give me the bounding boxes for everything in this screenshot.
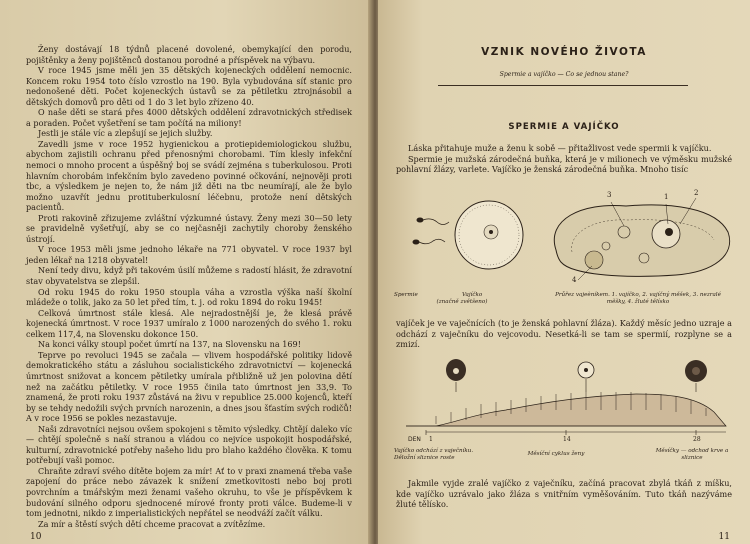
sperm-icon <box>413 218 449 244</box>
chapter-title: VZNIK NOVÉHO ŽIVOTA <box>481 46 647 58</box>
caption-spermie: Spermie <box>394 292 418 298</box>
paragraph: V roce 1945 jsme měli jen 35 dětských kojeneckých oddělení nemocnic. Koncem roku 1954 toto číslo vzrostlo na 190. Byla vybudována síť stanic pro nedonošené děti. Počet kojeneckých ústavů se za pětiletku ztrojnásobil a dětských domovů pro děti od 1 do 3 let bylo zřízeno 40. <box>26 65 352 107</box>
paragraph: Láska přitahuje muže a ženu k sobě — přitažlivost vede spermii k vajíčku. <box>408 143 712 153</box>
section-heading: SPERMIE A VAJÍČKO <box>508 122 620 132</box>
paragraph: O naše děti se stará přes 4000 dětských oddělení zdravotnických středisek a poraden. Počet vyšetření se tam počítá na miliony! <box>26 107 352 128</box>
paragraph: Není tedy divu, když při takovém úsilí můžeme s radostí hlásit, že zdravotní stav obyvatelstva se zlepšil. <box>26 265 352 287</box>
right-page <box>378 0 750 544</box>
cycle-axis <box>426 430 726 435</box>
paragraph: Chraňte zdraví svého dítěte bojem za mír! Ať to v praxi znamená třeba vaše zapojení do práce nebo závazek k snížení zmetkovitosti nebo boj proti povrchním a tmářským mezi ženami vašeho okruhu, to vše je příspěvkem k budování silného odporu sjednocené mírové fronty proti válce. Budeme-li v tom jednotni, nikdo z imperialistických nepřátel se neodváží začít válku. <box>26 465 352 519</box>
tick-day-1: 1 <box>429 436 433 443</box>
figure-number-4: 4 <box>572 276 577 284</box>
follicle-icon <box>446 359 466 392</box>
paragraph: Ženy dostávají 18 týdnů placené dovolené, obemykající den porodu, pojištěnky a ženy pojištěnců dostanou porodné a příspěvek na výbavu. <box>26 44 352 65</box>
paragraph: V roce 1953 měli jsme jednoho lékaře na 771 obyvatel. V roce 1937 byl jeden lékař na 1218 obyvatel! <box>26 244 352 265</box>
title-divider <box>438 85 688 86</box>
paragraph: Zavedli jsme v roce 1952 hygienickou a protiepidemiologickou službu, abychom zajistili ochranu před přenosnými chorobami. Tím klesly infekční nemoci o mnoho procent a úspěšný boj se svádí zejména s tuberkulosou. Proti hlavním chorobám infekčním bylo zavedeno povinné očkování, nejnověji proti tbc, a výsledkem je nejen to, že nám již děti na tbc neumírají, ale že bylo možno uzavřít jednu protituberkulosní léčebnu, protože není dětských pacientů. <box>26 138 352 213</box>
figure-ovary-illustration <box>396 180 736 290</box>
caption-ovary: Průřez vajeèníkem. 1. vajíčko, 2. vajíčný měšek, 3. nezralé měšky, 4. žluté tělísko <box>555 292 721 305</box>
axis-label-den: DEN <box>408 436 421 443</box>
ovary-cross-section-icon <box>554 198 729 280</box>
intro-text <box>396 143 732 175</box>
paragraph: Jakmile vyjde zralé vajíčko z vaječníku, začíná pracovat zbylá tkáň z míšku, kde vajíčko uzrávalo jako žláza s vnitřním vyměšováním. Tuto tkáň nazýváme žluté tělísko. <box>396 478 732 509</box>
paragraph: Celková úmrtnost stále klesá. Ale nejradostnější je, že klesá právě kojenecká úmrtnost. V roce 1937 umíralo z 1000 narozených do svého 1. roku celkem 117,4, na Slovensku dokonce 150. <box>26 307 352 339</box>
endometrium-growth-icon <box>406 392 726 426</box>
paragraph: Naši zdravotníci nejsou ovšem spokojeni s těmito výsledky. Chtějí daleko víc — chtějí společně s naší stranou a vládou co nejvíce uspokojit hospodářské, kulturní, zdravotnické potřeby našeho lidu pro blaho každého člověka. K tomu potřebují vaši pomoc. <box>26 423 352 466</box>
page-number-right: 11 <box>718 532 730 542</box>
mid-text <box>396 318 732 350</box>
paragraph: Jestli je stále víc a zlepšují se jejich služby. <box>38 128 213 139</box>
caption-cycle-left: Vajíčko odchází z vaječníku. Děložní sliznice roste <box>394 448 474 461</box>
paragraph: vajíček je ve vaječnících (to je ženská pohlavní žláza). Každý měsíc jedno uzraje a odchází z vaječníku do vejcovodu. Nesetká-li se tam se spermií, rozplyne se a zmizí. <box>396 318 732 349</box>
tick-day-28: 28 <box>693 436 701 443</box>
caption-zvetseno: (značně zvětšeno) <box>436 299 488 305</box>
paragraph: Od roku 1945 do roku 1950 stoupla váha a vzrostla výška naší školní mládeže o tolik, jako za 50 let před tím, t. j. od roku 1894 do roku 1945! <box>26 286 352 308</box>
figure-number-3: 3 <box>607 191 612 199</box>
tick-day-14: 14 <box>563 436 571 443</box>
end-text <box>396 478 732 510</box>
caption-cycle-right: Měsíčky — odchod krve a sliznice <box>655 448 729 461</box>
paragraph: Za mír a štěstí svých dětí chceme pracovat a zvítězíme. <box>38 518 266 529</box>
paragraph: Spermie je mužská zárodečná buňka, která je v milionech ve výměsku mužské pohlavní žlázy, varlete. Vajíčko je ženská zárodečná buňka. Mnoho tisíc <box>396 153 732 174</box>
page-number-left: 10 <box>30 532 42 542</box>
left-page <box>0 0 372 544</box>
paragraph: Proti rakovině zřizujeme zvláštní výzkumné ústavy. Ženy mezi 30—50 lety se pravidelně vyšetřují, aby se co nejčasněji zachytily choroby ženského ústrojí. <box>26 212 352 244</box>
egg-released-icon <box>578 362 594 392</box>
paragraph: Na konci války stoupl počet úmrtí na 137, na Slovensku na 169! <box>38 339 301 350</box>
egg-cell-icon <box>455 201 523 269</box>
paragraph: Teprve po revoluci 1945 se začala — vlivem hospodářské politiky lidově demokratického státu a zásluhou socialistického zdravotnictví — kojenecká úmrtnost snižovat a koncem pětiletky umírala přibližně už jen polovina dětí než na začátku pětiletky. V roce 1955 činila tato úmrtnost jen 33,9. To znamená, že proti roku 1937 zůstává na živu v republice 25.000 kojenců, kteří by se tehdy nedožili svých prvních narozenin, a dnes jsou šťastím svých rodičů! A v roce 1956 se pokles nezastavuje. <box>26 349 352 424</box>
left-page-text <box>26 44 352 529</box>
chapter-subtitle: Spermie a vajíčko — Co se jednou stane? <box>499 71 629 78</box>
figure-number-2: 2 <box>694 189 699 197</box>
caption-vajicko: Vajíčko <box>462 292 483 298</box>
figure-menstrual-cycle <box>396 356 736 446</box>
corpus-luteum-icon <box>685 360 707 392</box>
figure-number-1: 1 <box>664 193 669 201</box>
caption-cycle-middle: Měsíční cyklus ženy <box>527 451 585 457</box>
